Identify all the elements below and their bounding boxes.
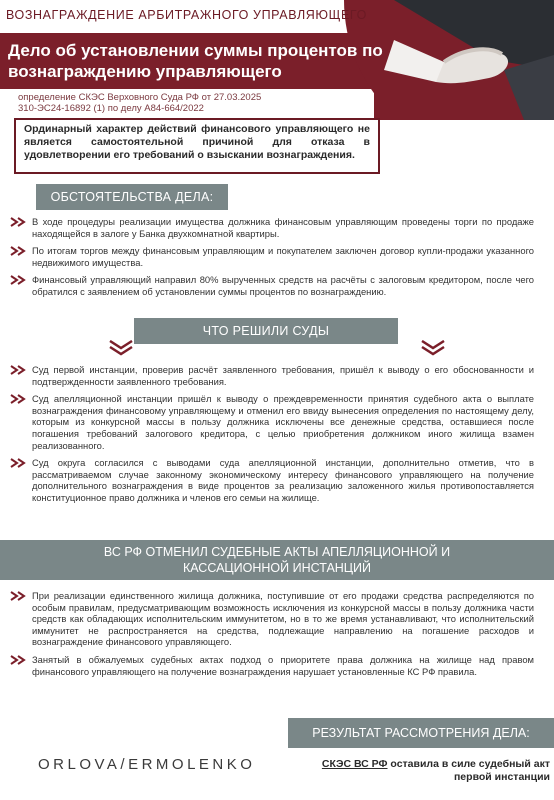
chevron-down-icon [420,340,446,356]
list-item-text: В ходе процедуры реализации имущества должника финансовым управляющим проведены торги по продаже находящейся в залоге у Банка двухкомнатной квартиры. [32,216,534,239]
list-item-text: При реализации единственного жилища должника, поступившие от его продажи средства распределяются по особым правилам, предусматривающим возможность исключения из конкурсной массы в пользу должника части средств как обладающих исполнительским иммунитетом, но в то же время устанавливают, что исполнительский иммунитет не распространяется на средства, подлежащие направлению на погашение расходов и вознаграждение финансового управляющего. [32,590,534,648]
source-line-1: определение СКЭС Верховного Суда РФ от 27.03.2025 [18,92,262,103]
list-item-text: Финансовый управляющий направил 80% вырученных средств на расчёты с залоговым кредитором, после чего обратился с заявлением об установлении суммы процентов по вознаграждению. [32,274,534,297]
section-heading-result: РЕЗУЛЬТАТ РАССМОТРЕНИЯ ДЕЛА: [288,718,554,748]
arrow-icon [10,458,26,468]
circumstances-list [10,216,534,304]
arrow-icon [10,655,26,665]
list-item [10,654,534,677]
list-item-text: Суд апелляционной инстанции пришёл к выводу о преждевременности принятия судебного акта о выплате вознаграждения финансовому управляющему и отменил его ввиду вынесения определения по настоящему делу, которым из конкурсной массы в пользу должника исключены все денежные средства, оставшиеся после погашения требований залогового кредитора, с целью приобретения должником иного жилища взамен реализованного. [32,393,534,451]
list-item [10,590,534,648]
brand-logo: ORLOVA/ERMOLENKO [38,756,256,773]
list-item [10,364,534,387]
lead-box: Ординарный характер действий финансового управляющего не является самостоятельной причиной для отказа в удовлетворении его требований о взыскании вознаграждения. [14,118,380,174]
result-verdict [296,758,550,784]
list-item [10,393,534,451]
chevron-down-icon [108,340,134,356]
arrow-icon [10,591,26,601]
page-title: Дело об установлении суммы процентов по вознаграждению управляющего [8,41,383,81]
arrow-icon [10,217,26,227]
list-item-text: Суд округа согласился с выводами суда апелляционной инстанции, дополнительно отметив, что в рассматриваемом случае законному экономическому интересу финансового управляющего на получение дополнительного вознаграждения в виде процентов за реализацию заложенного жилья противопоставляется конституционное право должника и членов его семьи на жилище. [32,457,534,503]
list-item-text: Занятый в обжалуемых судебных актах подход о приоритете права должника на жилище над правом финансового управляющего на получение вознаграждения нарушает установленные КС РФ правила. [32,653,534,677]
arrow-icon [10,394,26,404]
verdict-text: оставила в силе судебный акт первой инстанции [387,758,550,783]
section-heading-courts: ЧТО РЕШИЛИ СУДЫ [134,318,398,344]
section-heading-supreme [0,540,554,580]
courts-list [10,364,534,510]
list-item [10,245,534,268]
category-label: ВОЗНАГРАЖДЕНИЕ АРБИТРАЖНОГО УПРАВЛЯЮЩЕГО [6,8,367,22]
source-reference [18,92,338,114]
arrow-icon [10,365,26,375]
list-item [10,457,534,503]
list-item-text: Суд первой инстанции, проверив расчёт заявленного требования, пришёл к выводу о его обоснованности и подтвержденности заявленного требования. [32,364,534,387]
supreme-heading-line-2: КАССАЦИОННОЙ ИНСТАНЦИЙ [182,561,372,575]
list-item [10,274,534,297]
verdict-court: СКЭС ВС РФ [321,758,388,770]
supreme-list [10,590,534,683]
source-line-2: 310-ЭС24-16892 (1) по делу А84-664/2022 [18,103,204,114]
list-item [10,216,534,239]
arrow-icon [10,246,26,256]
supreme-heading-line-1: ВС РФ ОТМЕНИЛ СУДЕБНЫЕ АКТЫ АПЕЛЛЯЦИОННОЙ И [103,545,451,559]
arrow-icon [10,275,26,285]
section-heading-circumstances: ОБСТОЯТЕЛЬСТВА ДЕЛА: [36,184,228,210]
list-item-text: По итогам торгов между финансовым управляющим и покупателем заключен договор купли-продажи указанного недвижимого имущества. [32,245,534,268]
